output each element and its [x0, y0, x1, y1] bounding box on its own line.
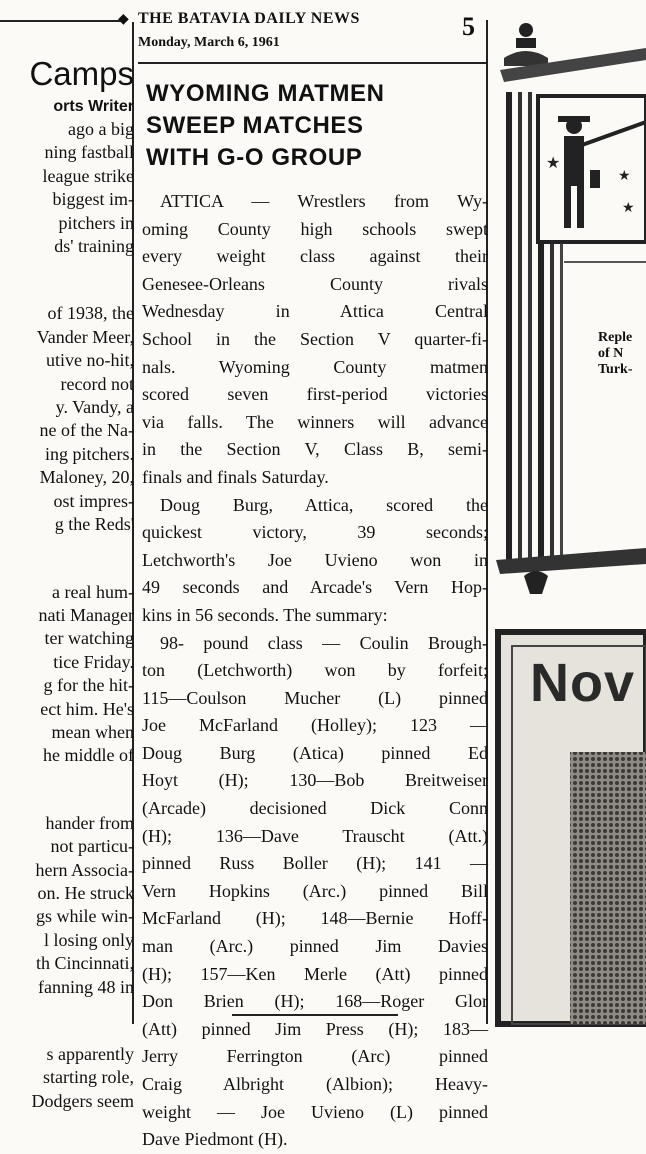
- text-line: (H); 157—Ken Merle (Att) pinned: [142, 963, 488, 984]
- text-line: Don Brien (H); 168—Roger Glor: [142, 991, 488, 1012]
- masthead-rule: [0, 20, 122, 22]
- text-line: y. Vandy, a: [55, 397, 134, 418]
- paragraph-gap: [0, 274, 134, 286]
- text-line: Dave Piedmont (H).: [142, 1129, 288, 1150]
- text-line: hander from: [45, 812, 134, 833]
- text-line: finals and finals Saturday.: [142, 466, 329, 487]
- text-line: not particu-: [50, 836, 134, 857]
- caption-line: Turk-: [598, 362, 633, 377]
- text-line: tice Friday.: [53, 651, 134, 672]
- text-line: fanning 48 in: [38, 976, 134, 997]
- text-line: g the Reds': [54, 514, 134, 535]
- text-line: gs while win-: [36, 906, 134, 927]
- text-line: he middle of: [43, 745, 134, 766]
- svg-text:★: ★: [618, 169, 631, 184]
- text-line: s apparently: [46, 1044, 134, 1064]
- left-column-byline: orts Writer: [53, 98, 134, 115]
- text-line: Craig Albright (Albion); Heavy-: [142, 1074, 488, 1094]
- headline-line: WYOMING MATMEN: [146, 80, 385, 107]
- text-line: l losing only: [43, 929, 134, 950]
- text-line: of 1938, the: [47, 303, 134, 324]
- text-line: weight — Joe Uvieno (L) pinned: [142, 1101, 488, 1122]
- text-line: kins in 56 seconds. The summary:: [142, 604, 388, 625]
- text-line: on. He struck: [37, 882, 134, 903]
- text-line: every weight class against their: [142, 246, 488, 267]
- text-line: ter watching: [44, 628, 134, 649]
- text-line: Maloney, 20,: [39, 467, 134, 488]
- text-line: utive no-hit,: [46, 350, 134, 371]
- text-line: starting role,: [43, 1067, 134, 1088]
- headline-line: SWEEP MATCHES: [146, 112, 364, 139]
- text-line: oming County high schools swept: [142, 218, 488, 239]
- article-end-rule: [232, 1014, 398, 1016]
- advertisement-title: Nov: [530, 653, 636, 713]
- advertisement: [494, 0, 646, 1024]
- text-line: quickest victory, 39 seconds;: [142, 522, 488, 543]
- article: [138, 60, 488, 1154]
- text-line: 49 seconds and Arcade's Vern Hop-: [142, 577, 488, 598]
- advertisement-caption: [598, 330, 633, 378]
- text-line: Vern Hopkins (Arc.) pinned Bill: [142, 880, 488, 901]
- text-line: ing pitchers.: [45, 443, 134, 464]
- text-line: (H); 136—Dave Trauscht (Att.): [142, 825, 488, 846]
- headline-line: WITH G-O GROUP: [146, 144, 363, 171]
- text-line: Doug Burg, Attica, scored the: [160, 494, 488, 515]
- text-line: McFarland (H); 148—Bernie Hoff-: [142, 908, 488, 929]
- text-line: nals. Wyoming County matmen: [142, 356, 488, 377]
- text-line: man (Arc.) pinned Jim Davies: [142, 936, 488, 957]
- text-line: record not: [60, 373, 134, 394]
- text-line: a real hum-: [52, 581, 134, 602]
- text-line: via falls. The winners will advance: [142, 411, 488, 432]
- text-line: Hoyt (H); 130—Bob Breitweiser: [142, 770, 488, 791]
- text-line: biggest im-: [52, 189, 134, 210]
- text-line: Joe McFarland (Holley); 123 —: [142, 715, 488, 736]
- svg-text:★: ★: [546, 155, 561, 172]
- text-line: ne of the Na-: [39, 420, 134, 441]
- text-line: mean when: [51, 721, 134, 742]
- text-line: Jerry Ferrington (Arc) pinned: [142, 1046, 488, 1067]
- paragraph-gap: [0, 784, 134, 796]
- text-line: Wednesday in Attica Central: [142, 301, 488, 322]
- newspaper-name: THE BATAVIA DAILY NEWS: [138, 10, 360, 27]
- left-column-text: [0, 118, 134, 1113]
- text-line: School in the Section V quarter-fi-: [142, 328, 488, 349]
- text-line: ton (Letchworth) won by forfeit;: [142, 660, 488, 681]
- caption-line: Reple: [598, 330, 633, 345]
- paragraph-gap: [0, 553, 134, 565]
- text-line: ning fastball: [44, 142, 134, 163]
- left-column: [0, 52, 134, 1111]
- article-headline: [146, 78, 488, 174]
- text-line: Dodgers seem: [31, 1090, 134, 1111]
- caption-line: of N: [598, 346, 624, 361]
- masthead-ornament-icon: ◆: [118, 12, 129, 27]
- text-line: Doug Burg (Atica) pinned Ed: [142, 742, 488, 763]
- text-line: 115—Coulson Mucher (L) pinned: [142, 687, 488, 708]
- text-line: Vander Meer,: [36, 326, 134, 347]
- text-line: scored seven first-period victories: [142, 384, 488, 405]
- left-column-headline: Camps: [29, 55, 134, 92]
- text-line: g for the hit-: [43, 675, 134, 696]
- text-line: (Arcade) decisioned Dick Conn: [142, 798, 488, 819]
- text-line: ago a big: [68, 119, 134, 139]
- article-body: [138, 188, 488, 1154]
- text-line: hern Associa-: [35, 859, 134, 880]
- text-line: pitchers in: [58, 212, 134, 233]
- issue-date: Monday, March 6, 1961: [138, 35, 280, 50]
- text-line: nati Manager: [38, 604, 134, 625]
- text-line: (Att) pinned Jim Press (H); 183—: [142, 1018, 488, 1039]
- text-line: ect him. He's: [40, 698, 134, 719]
- text-line: pinned Russ Boller (H); 141 —: [142, 853, 488, 874]
- text-line: ATTICA — Wrestlers from Wy-: [160, 191, 488, 211]
- text-line: in the Section V, Class B, semi-: [142, 439, 488, 460]
- svg-text:★: ★: [622, 201, 635, 216]
- text-line: ost impres-: [53, 490, 134, 511]
- text-line: Genesee-Orleans County rivals: [142, 273, 488, 294]
- paragraph-gap: [0, 1015, 134, 1027]
- text-line: th Cincinnati,: [36, 953, 134, 974]
- text-line: league strike: [42, 165, 134, 186]
- advertisement-illustration: [494, 0, 646, 1024]
- text-line: Letchworth's Joe Uvieno won in: [142, 549, 488, 570]
- page-number: 5: [462, 12, 475, 41]
- text-line: 98- pound class — Coulin Brough-: [160, 632, 488, 653]
- text-line: ds' training: [54, 236, 134, 257]
